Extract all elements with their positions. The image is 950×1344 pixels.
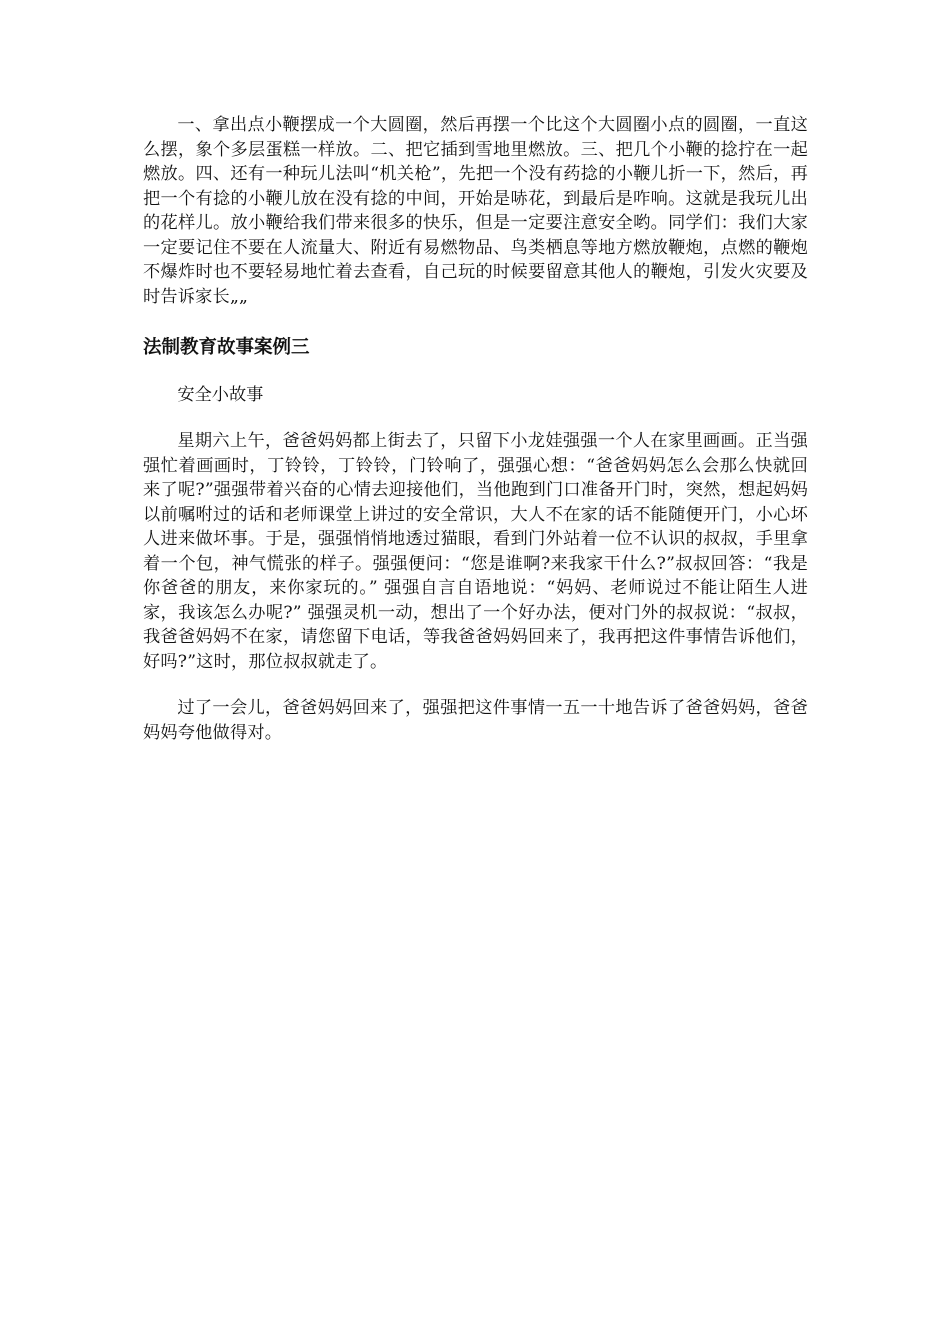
intro-paragraph: 一、拿出点小鞭摆成一个大圆圈，然后再摆一个比这个大圆圈小点的圆圈，一直这么摆，象个多层蛋糕一样放。二、把它插到雪地里燃放。三、把几个小鞭的捻拧在一起燃放。四、还有一种玩儿法叫“机关枪”，先把一个没有药捻的小鞭儿折一下，然后，再把一个有捻的小鞭儿放在没有捻的中间，开始是哧花，到最后是咋响。这就是我玩儿出的花样儿。放小鞭给我们带来很多的快乐，但是一定要注意安全哟。同学们：我们大家一定要记住不要在人流量大、附近有易燃物品、鸟类栖息等地方燃放鞭炮，点燃的鞭炮不爆炸时也不要轻易地忙着去查看，自己玩的时候要留意其他人的鞭炮，引发火灾要及时告诉家长„„ — [143, 115, 808, 307]
story-paragraph: 星期六上午，爸爸妈妈都上街去了，只留下小龙娃强强一个人在家里画画。正当强强忙着画画时，丁铃铃，丁铃铃，门铃响了，强强心想：“爸爸妈妈怎么会那么快就回来了呢?”强强带着兴奋的心情去迎接他们，当他跑到门口准备开门时，突然，想起妈妈以前嘱咐过的话和老师课堂上讲过的安全常识，大人不在家的话不能随便开门，小心坏人进来做坏事。于是，强强悄悄地透过猫眼，看到门外站着一位不认识的叔叔，手里拿着一个包，神气慌张的样子。强强便问：“您是谁啊?来我家干什么?”叔叔回答：“我是你爸爸的朋友，来你家玩的。” 强强自言自语地说：“妈妈、老师说过不能让陌生人进家，我该怎么办呢?” 强强灵机一动，想出了一个好办法，便对门外的叔叔说：“叔叔，我爸爸妈妈不在家，请您留下电话，等我爸爸妈妈回来了，我再把这件事情告诉他们，好吗?”这时，那位叔叔就走了。 — [143, 431, 808, 672]
document-page — [143, 113, 808, 745]
story-title: 安全小故事 — [177, 385, 264, 405]
section-heading: 法制教育故事案例三 — [143, 337, 310, 358]
story-conclusion-paragraph: 过了一会儿，爸爸妈妈回来了，强强把这件事情一五一十地告诉了爸爸妈妈，爸爸妈妈夸他做得对。 — [143, 698, 808, 743]
